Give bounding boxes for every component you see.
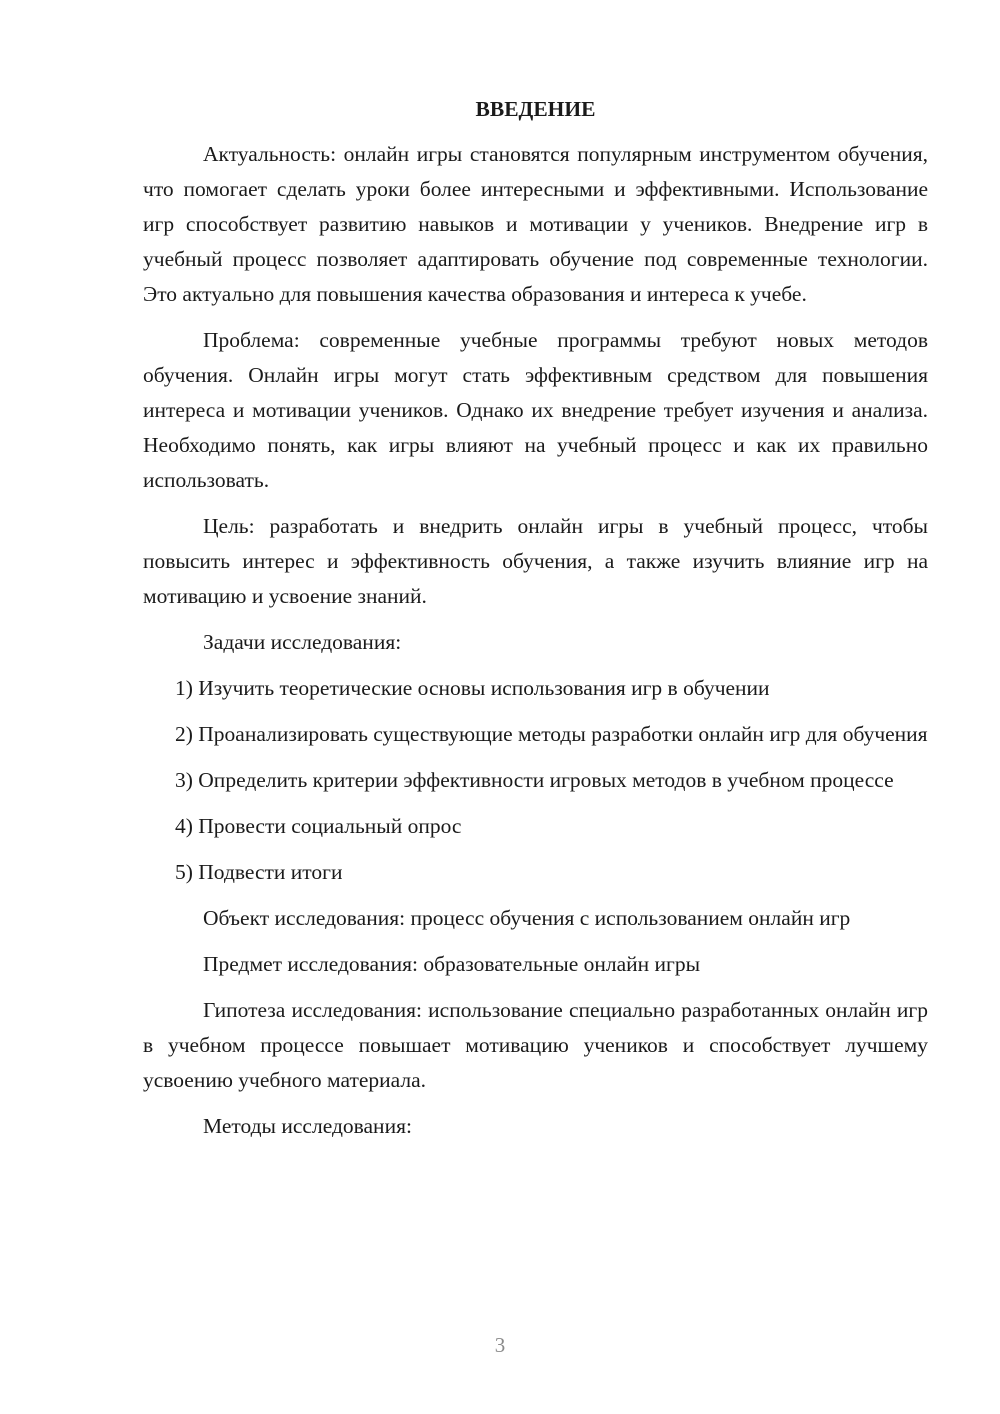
task-item: 2) Проанализировать существующие методы разработки онлайн игр для обучения xyxy=(175,722,928,746)
subject-paragraph: Предмет исследования: образовательные онлайн игры xyxy=(203,952,701,976)
page-number: 3 xyxy=(494,1333,506,1357)
object-paragraph: Объект исследования: процесс обучения с использованием онлайн игр xyxy=(203,906,851,930)
relevance-paragraph: Актуальность: онлайн игры становятся популярным инструментом обучения, что помогает сделать уроки более интересными и эффективными. Использование игр способствует развитию навыков и мотивации у учеников. Внедрение игр в учебный процесс позволяет адаптировать обучение под современные технологии. Это актуально для повышения качества образования и интереса к учебе. xyxy=(143,142,928,306)
task-item: 1) Изучить теоретические основы использования игр в обучении xyxy=(175,676,770,700)
document-page xyxy=(143,92,928,1155)
goal-paragraph: Цель: разработать и внедрить онлайн игры в учебный процесс, чтобы повысить интерес и эффективность обучения, а также изучить влияние игр на мотивацию и усвоение знаний. xyxy=(143,514,928,608)
task-item: 4) Провести социальный опрос xyxy=(175,814,462,838)
tasks-intro: Задачи исследования: xyxy=(203,630,402,654)
methods-paragraph: Методы исследования: xyxy=(203,1114,412,1138)
task-item: 3) Определить критерии эффективности игровых методов в учебном процессе xyxy=(175,768,894,792)
task-item: 5) Подвести итоги xyxy=(175,860,343,884)
hypothesis-paragraph: Гипотеза исследования: использование специально разработанных онлайн игр в учебном процессе повышает мотивацию учеников и способствует лучшему усвоению учебного материала. xyxy=(143,998,928,1092)
section-heading: ВВЕДЕНИЕ xyxy=(475,97,596,121)
problem-paragraph: Проблема: современные учебные программы требуют новых методов обучения. Онлайн игры могут стать эффективным средством для повышения интереса и мотивации учеников. Однако их внедрение требует изучения и анализа. Необходимо понять, как игры влияют на учебный процесс и как их правильно использовать. xyxy=(143,328,928,492)
